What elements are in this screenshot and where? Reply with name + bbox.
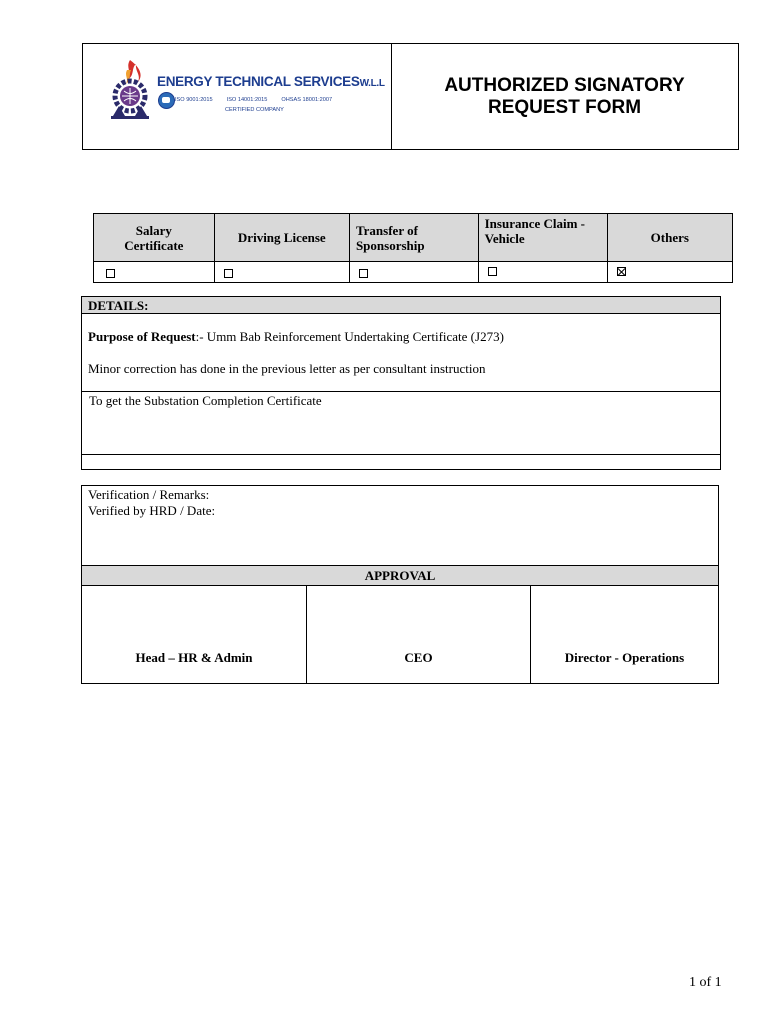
certification-iso14001: ISO 14001:2015 — [226, 97, 268, 103]
purpose-value: :- Umm Bab Reinforcement Undertaking Certificate (J273) — [195, 329, 504, 344]
form-title-line1: AUTHORIZED SIGNATORY — [444, 74, 685, 96]
signature-director-operations[interactable] — [530, 586, 718, 683]
verification-remarks — [82, 486, 718, 565]
company-logo-icon — [105, 58, 155, 122]
certification-ohsas: OHSAS 18001:2007 — [281, 97, 333, 103]
certification-iso9001: ISO 9001:2015 — [175, 97, 213, 103]
checkbox-others[interactable] — [617, 267, 626, 276]
verification-approval-section — [81, 485, 719, 684]
signatory-label: CEO — [404, 650, 433, 665]
request-type-others: Others — [607, 214, 732, 262]
form-title — [391, 44, 738, 149]
checkbox-salary-certificate[interactable] — [106, 269, 115, 278]
request-type-insurance-claim: Insurance Claim - Vehicle — [478, 214, 607, 262]
form-header — [82, 43, 739, 150]
request-type-checkbox-row — [94, 262, 733, 283]
page-number: 1 of 1 — [689, 975, 722, 990]
request-reason: To get the Substation Completion Certificate — [82, 392, 720, 455]
signature-ceo[interactable] — [306, 586, 530, 683]
checkbox-insurance-claim[interactable] — [488, 267, 497, 276]
company-logo-cell — [83, 44, 392, 149]
correction-note: Minor correction has done in the previous letter as per consultant instruction — [88, 361, 486, 376]
purpose-label: Purpose of Request — [88, 329, 196, 344]
details-heading: DETAILS: — [82, 297, 720, 314]
signatory-label: Director - Operations — [564, 650, 685, 665]
company-suffix: W.L.L — [359, 78, 385, 89]
verification-remarks-label: Verification / Remarks: — [88, 487, 210, 502]
request-type-driving-license: Driving License — [214, 214, 349, 262]
checkbox-driving-license[interactable] — [224, 269, 233, 278]
details-section — [81, 296, 721, 470]
form-title-line2: REQUEST FORM — [487, 96, 642, 118]
request-type-transfer-of-sponsorship: Transfer of Sponsorship — [349, 214, 478, 262]
checkbox-transfer-of-sponsorship[interactable] — [359, 269, 368, 278]
signature-head-hr-admin[interactable] — [82, 586, 306, 683]
approval-heading: APPROVAL — [82, 565, 718, 586]
certification-list — [175, 97, 346, 103]
request-type-header-row — [94, 214, 733, 262]
certified-company-label: CERTIFIED COMPANY — [225, 107, 284, 113]
approval-signatures — [82, 586, 718, 683]
certification-badge-icon — [158, 92, 175, 109]
signatory-label: Head – HR & Admin — [135, 650, 253, 665]
verified-by-hrd-label: Verified by HRD / Date: — [88, 503, 216, 518]
company-name: ENERGY TECHNICAL SERVICESW.L.L — [157, 74, 385, 89]
request-type-salary-certificate: Salary Certificate — [94, 214, 215, 262]
purpose-block — [82, 314, 720, 392]
purpose-of-request — [88, 329, 714, 345]
request-type-table — [93, 213, 733, 283]
